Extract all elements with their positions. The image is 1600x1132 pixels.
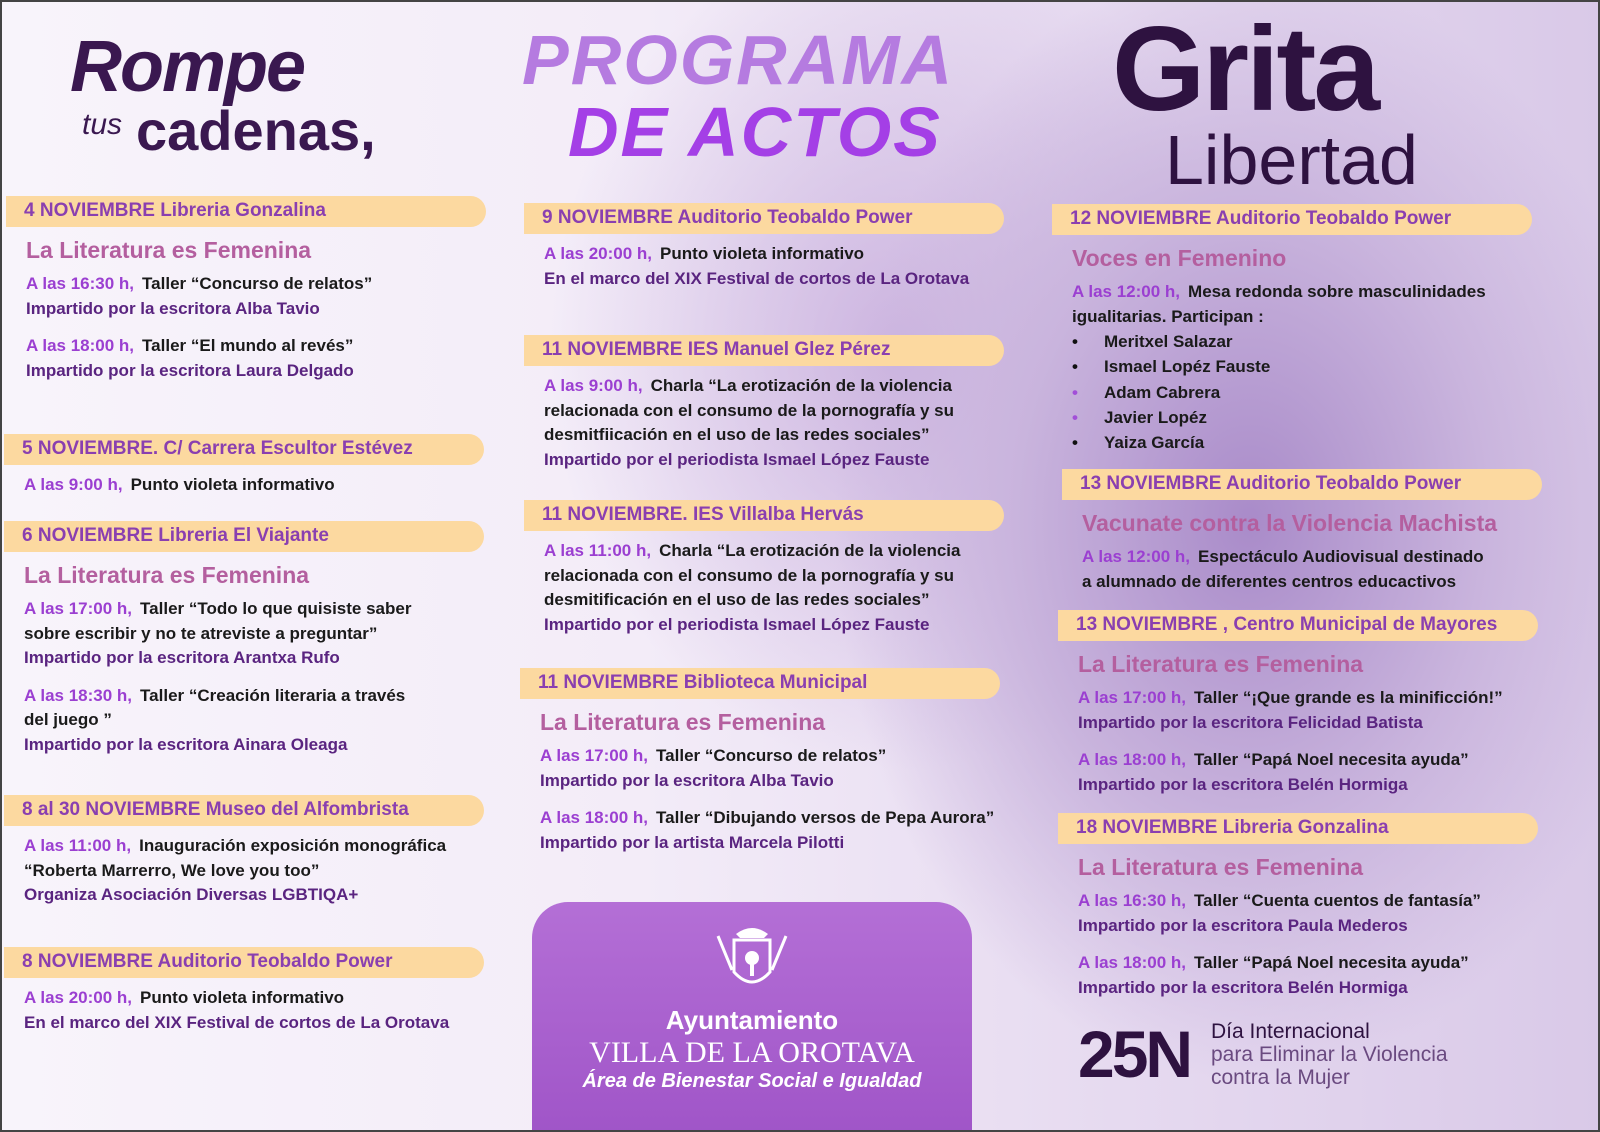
section-subtitle: La Literatura es Femenina bbox=[24, 562, 310, 588]
event-item bbox=[540, 744, 1000, 793]
section-subtitle: La Literatura es Femenina bbox=[540, 709, 826, 735]
area-label: Área de Bienestar Social e Igualdad bbox=[582, 1070, 922, 1092]
event-section bbox=[524, 500, 1004, 637]
event-line bbox=[1078, 951, 1538, 976]
event-time: A las 18:00 h, bbox=[26, 336, 135, 355]
event-line bbox=[26, 334, 486, 359]
event-note: Impartido por el periodista Ismael López Fauste bbox=[544, 449, 930, 469]
section-header: 9 NOVIEMBRE Auditorio Teobaldo Power bbox=[524, 203, 1004, 234]
event-note: Impartido por la escritora Arantxa Rufo bbox=[24, 648, 340, 667]
event-text: Taller “Concurso de relatos” bbox=[142, 274, 373, 293]
event-text: Mesa redonda sobre masculinidades bbox=[1188, 282, 1486, 301]
event-item bbox=[1082, 545, 1542, 594]
event-section bbox=[4, 521, 484, 757]
event-line bbox=[1082, 570, 1542, 595]
event-item bbox=[24, 834, 484, 908]
libertad-title: Libertad bbox=[1165, 121, 1418, 199]
event-note: Impartido por la escritora Alba Tavio bbox=[540, 770, 834, 790]
event-note: Impartido por la escritora Felicidad Batista bbox=[1078, 712, 1423, 732]
event-text: Taller “Cuenta cuentos de fantasía” bbox=[1194, 891, 1481, 910]
event-line bbox=[540, 744, 1000, 769]
event-text: Taller “Dibujando versos de Pepa Aurora” bbox=[656, 808, 995, 827]
event-text: Taller “Concurso de relatos” bbox=[656, 746, 887, 765]
event-time: A las 18:00 h, bbox=[540, 808, 649, 827]
section-subtitle: La Literatura es Femenina bbox=[1078, 854, 1364, 880]
event-line bbox=[544, 423, 1004, 448]
event-note: Impartido por la escritora Paula Mederos bbox=[1078, 915, 1408, 935]
event-line bbox=[1072, 305, 1532, 330]
event-text: Punto violeta informativo bbox=[660, 244, 865, 263]
event-item bbox=[1078, 951, 1538, 1000]
event-time: A las 18:00 h, bbox=[1078, 953, 1187, 972]
event-section bbox=[1052, 204, 1532, 455]
event-section bbox=[4, 947, 484, 1035]
event-note: Impartido por la escritora Alba Tavio bbox=[26, 298, 320, 318]
event-section bbox=[1062, 469, 1542, 594]
event-item bbox=[544, 539, 1004, 637]
event-text: Inauguración exposición monográfica bbox=[139, 836, 447, 855]
event-section bbox=[4, 795, 484, 908]
event-item bbox=[1078, 686, 1538, 735]
event-line bbox=[24, 597, 484, 622]
section-subtitle: Vacunate contra la Violencia Machista bbox=[1082, 510, 1498, 536]
event-item bbox=[544, 242, 1004, 291]
event-text: Espectáculo Audiovisual destinado bbox=[1198, 547, 1484, 566]
event-text: Taller “¡Que grande es la minificción!” bbox=[1194, 688, 1503, 707]
section-header: 6 NOVIEMBRE Libreria El Viajante bbox=[4, 521, 484, 552]
event-time: A las 9:00 h, bbox=[544, 376, 643, 395]
event-text: Punto violeta informativo bbox=[130, 475, 335, 494]
event-text: Punto violeta informativo bbox=[140, 988, 345, 1007]
event-text: a alumnado de diferentes centros educactivos bbox=[1082, 571, 1457, 591]
event-text: sobre escribir y no te atreviste a preguntar” bbox=[24, 623, 378, 643]
event-note: Organiza Asociación Diversas LGBTIQA+ bbox=[24, 885, 359, 904]
event-line bbox=[1072, 280, 1532, 305]
bullet-icon: • bbox=[1072, 357, 1078, 377]
section-subtitle: La Literatura es Femenina bbox=[1078, 651, 1364, 677]
event-text: Taller “Creación literaria a través bbox=[140, 685, 406, 705]
event-item bbox=[24, 986, 484, 1035]
participant-name: Ismael Lopéz Fauste bbox=[1104, 357, 1271, 377]
event-line bbox=[24, 684, 484, 709]
event-time: A las 16:30 h, bbox=[26, 274, 135, 293]
event-section bbox=[1058, 610, 1538, 797]
event-time: A las 12:00 h, bbox=[1082, 547, 1191, 566]
event-section bbox=[6, 196, 486, 383]
section-header: 11 NOVIEMBRE. IES Villalba Hervás bbox=[524, 500, 1004, 531]
participant-item bbox=[1072, 405, 1532, 430]
event-time: A las 12:00 h, bbox=[1072, 282, 1181, 301]
event-note: Impartido por la escritora Belén Hormiga bbox=[1078, 774, 1408, 794]
participant-item bbox=[1072, 380, 1532, 405]
event-note: Impartido por la artista Marcela Pilotti bbox=[540, 832, 845, 852]
25n-line: Día Internacional bbox=[1211, 1020, 1370, 1043]
bullet-icon: • bbox=[1072, 382, 1078, 402]
section-header: 13 NOVIEMBRE , Centro Municipal de Mayores bbox=[1058, 610, 1538, 641]
event-text: desmitificación en el uso de las redes sociales” bbox=[544, 590, 930, 609]
event-line bbox=[24, 708, 484, 733]
participant-name: Yaiza García bbox=[1104, 433, 1205, 453]
event-time: A las 16:30 h, bbox=[1078, 891, 1187, 910]
section-header: 4 NOVIEMBRE Libreria Gonzalina bbox=[6, 196, 486, 227]
cadenas-title: cadenas, bbox=[136, 99, 376, 162]
event-line bbox=[544, 242, 1004, 267]
event-section bbox=[520, 668, 1000, 855]
event-item bbox=[24, 473, 484, 498]
25n-caption bbox=[1211, 1020, 1448, 1089]
event-text: relacionada con el consumo de la pornografía y su bbox=[544, 565, 954, 585]
25n-logo: 25N bbox=[1078, 1017, 1191, 1091]
section-subtitle: La Literatura es Femenina bbox=[26, 237, 312, 263]
event-note: Impartido por la escritora Laura Delgado bbox=[26, 360, 354, 380]
event-line bbox=[544, 588, 1004, 613]
event-time: A las 20:00 h, bbox=[24, 988, 133, 1007]
event-time: A las 11:00 h, bbox=[544, 541, 652, 560]
bullet-icon: • bbox=[1072, 407, 1078, 427]
event-item bbox=[540, 806, 1000, 855]
event-item bbox=[26, 272, 486, 321]
ayuntamiento-logo-box bbox=[532, 902, 972, 1132]
participant-name: Adam Cabrera bbox=[1104, 382, 1221, 402]
grita-title: Grita bbox=[1112, 2, 1378, 136]
event-line bbox=[26, 272, 486, 297]
section-header: 8 al 30 NOVIEMBRE Museo del Alfombrista bbox=[4, 795, 484, 826]
event-line bbox=[1078, 748, 1538, 773]
de-actos-title: DE ACTOS bbox=[568, 93, 942, 171]
event-line bbox=[544, 399, 1004, 424]
section-subtitle: Voces en Femenino bbox=[1072, 245, 1287, 271]
event-note: Impartido por la escritora Ainara Oleaga bbox=[24, 734, 348, 754]
event-line bbox=[24, 859, 484, 884]
event-text: Taller “Todo lo que quisiste saber bbox=[140, 599, 412, 618]
event-line bbox=[544, 374, 1004, 399]
event-line bbox=[540, 806, 1000, 831]
event-time: A las 20:00 h, bbox=[544, 244, 653, 263]
section-header: 12 NOVIEMBRE Auditorio Teobaldo Power bbox=[1052, 204, 1532, 235]
participant-name: Meritxel Salazar bbox=[1104, 332, 1233, 351]
event-text: igualitarias. Participan : bbox=[1072, 306, 1264, 326]
event-text: Charla “La erotización de la violencia bbox=[650, 376, 952, 395]
event-text: Taller “El mundo al revés” bbox=[142, 336, 354, 355]
villa-label: VILLA DE LA OROTAVA bbox=[589, 1036, 915, 1069]
section-header: 11 NOVIEMBRE IES Manuel Glez Pérez bbox=[524, 335, 1004, 366]
event-text: relacionada con el consumo de la pornografía y su bbox=[544, 400, 954, 420]
event-line bbox=[24, 986, 484, 1011]
participant-item bbox=[1072, 430, 1532, 455]
participant-item bbox=[1072, 329, 1532, 354]
event-line bbox=[1082, 545, 1542, 570]
section-header: 11 NOVIEMBRE Biblioteca Municipal bbox=[520, 668, 1000, 699]
section-header: 8 NOVIEMBRE Auditorio Teobaldo Power bbox=[4, 947, 484, 978]
event-line bbox=[24, 473, 484, 498]
event-text: “Roberta Marrerro, We love you too” bbox=[24, 860, 320, 880]
event-text: desmitfiicación en el uso de las redes sociales” bbox=[544, 425, 930, 444]
participant-item bbox=[1072, 354, 1532, 379]
event-note: En el marco del XIX Festival de cortos de La Orotava bbox=[24, 1012, 450, 1032]
event-line bbox=[1078, 686, 1538, 711]
event-note: Impartido por el periodista Ismael López Fauste bbox=[544, 614, 930, 634]
event-time: A las 18:30 h, bbox=[24, 685, 133, 705]
section-header: 13 NOVIEMBRE Auditorio Teobaldo Power bbox=[1062, 469, 1542, 500]
event-line bbox=[544, 564, 1004, 589]
event-line bbox=[1078, 889, 1538, 914]
event-time: A las 17:00 h, bbox=[540, 746, 649, 765]
event-note: Impartido por la escritora Belén Hormiga bbox=[1078, 977, 1408, 997]
event-item bbox=[24, 597, 484, 671]
event-note: En el marco del XIX Festival de cortos de La Orotava bbox=[544, 268, 970, 288]
event-line bbox=[24, 622, 484, 647]
event-item bbox=[26, 334, 486, 383]
event-section bbox=[524, 203, 1004, 291]
event-section bbox=[4, 434, 484, 498]
tus-title: tus bbox=[82, 108, 123, 141]
25n-line: para Eliminar la Violencia bbox=[1211, 1043, 1448, 1066]
coat-of-arms-icon bbox=[712, 920, 792, 998]
programa-title: PROGRAMA bbox=[522, 21, 955, 99]
event-line bbox=[24, 834, 484, 859]
event-time: A las 17:00 h, bbox=[1078, 688, 1187, 707]
ayuntamiento-label: Ayuntamiento bbox=[665, 1005, 839, 1035]
event-item bbox=[1078, 889, 1538, 938]
event-time: A las 17:00 h, bbox=[24, 599, 133, 618]
event-text: Taller “Papá Noel necesita ayuda” bbox=[1194, 750, 1469, 769]
event-item bbox=[1078, 748, 1538, 797]
section-header: 5 NOVIEMBRE. C/ Carrera Escultor Estévez bbox=[4, 434, 484, 465]
event-text: Charla “La erotización de la violencia bbox=[659, 541, 961, 560]
25n-line: contra la Mujer bbox=[1211, 1066, 1350, 1089]
event-time: A las 18:00 h, bbox=[1078, 750, 1187, 769]
event-item bbox=[1072, 280, 1532, 329]
event-time: A las 11:00 h, bbox=[24, 836, 132, 855]
participant-name: Javier Lopéz bbox=[1104, 407, 1207, 427]
event-item bbox=[544, 374, 1004, 472]
event-line bbox=[544, 539, 1004, 564]
event-section bbox=[1058, 813, 1538, 1000]
event-time: A las 9:00 h, bbox=[24, 475, 123, 494]
bullet-icon: • bbox=[1072, 332, 1078, 351]
rompe-title: Rompe bbox=[70, 27, 305, 107]
section-header: 18 NOVIEMBRE Libreria Gonzalina bbox=[1058, 813, 1538, 844]
event-item bbox=[24, 684, 484, 758]
bullet-icon: • bbox=[1072, 433, 1078, 453]
event-text: del juego ” bbox=[24, 710, 112, 729]
event-section bbox=[524, 335, 1004, 472]
event-text: Taller “Papá Noel necesita ayuda” bbox=[1194, 953, 1469, 972]
